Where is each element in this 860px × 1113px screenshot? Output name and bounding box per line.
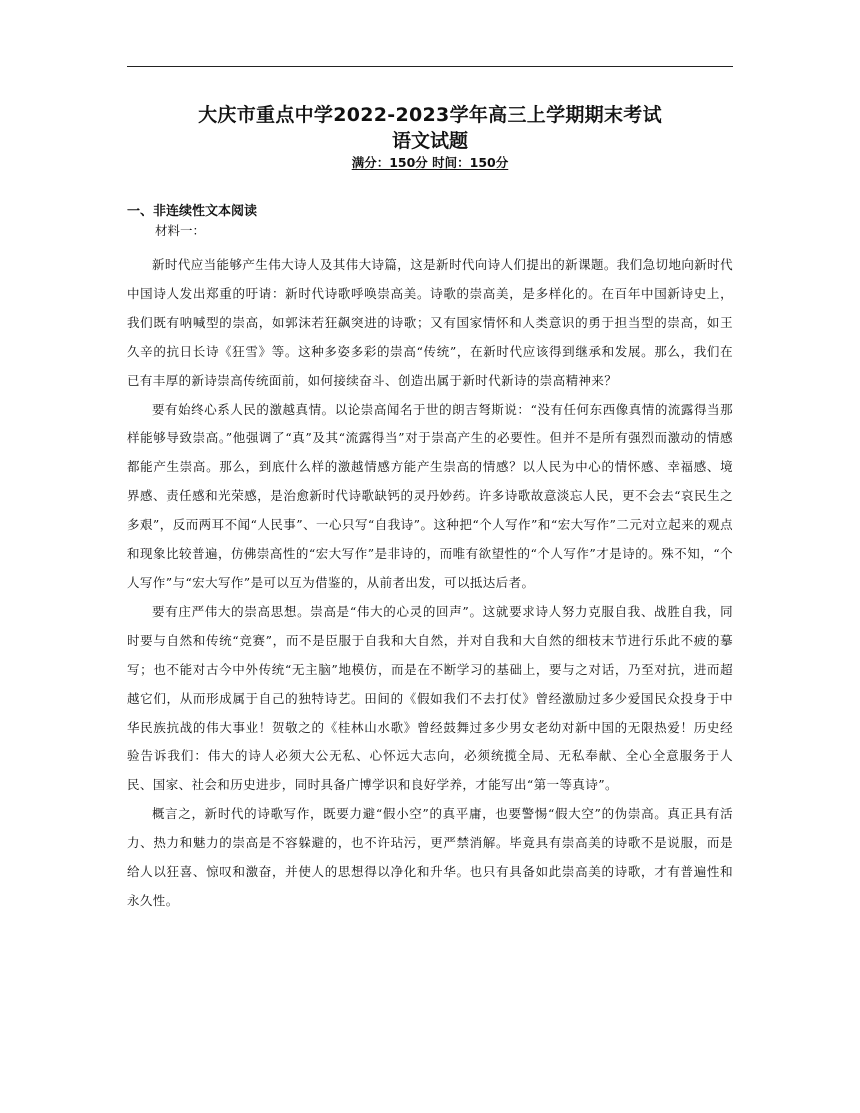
section-content	[127, 202, 733, 916]
material-label: 材料一：	[155, 223, 206, 238]
section-heading: 一、非连续性文本阅读	[127, 204, 258, 219]
header-rule	[127, 66, 733, 67]
title-block	[127, 102, 733, 172]
paragraph: 新时代应当能够产生伟大诗人及其伟大诗篇，这是新时代向诗人们提出的新课题。我们急切地向新时代中国诗人发出郑重的吁请：新时代诗歌呼唤崇高美。诗歌的崇高美，是多样化的。在百年中国新诗史上，我们既有呐喊型的崇高，如郭沫若狂飙突进的诗歌；又有国家情怀和人类意识的勇于担当型的崇高，如王久辛的抗日长诗《狂雪》等。这种多姿多彩的崇高“传统”，在新时代应该得到继承和发展。那么，我们在已有丰厚的新诗崇高传统面前，如何接续奋斗、创造出属于新时代新诗的崇高精神来？	[127, 257, 733, 388]
exam-subject: 语文试题	[391, 130, 468, 152]
paragraph: 概言之，新时代的诗歌写作，既要力避“假小空”的真平庸，也要警惕“假大空”的伪崇高。真正具有活力、热力和魅力的崇高是不容躲避的，也不许玷污，更严禁消解。毕竟具有崇高美的诗歌不是说服，而是给人以狂喜、惊叹和激奋，并使人的思想得以净化和升华。也只有具备如此崇高美的诗歌，才有普遍性和永久性。	[127, 806, 733, 908]
score-time-line: 满分：150分 时间：150分	[351, 155, 509, 170]
paragraph: 要有庄严伟大的崇高思想。崇高是“伟大的心灵的回声”。这就要求诗人努力克服自我、战胜自我，同时要与自然和传统“竞赛”，而不是臣服于自我和大自然，并对自我和大自然的细枝末节进行乐此不疲的摹写；也不能对古今中外传统“无主脑”地模仿，而是在不断学习的基础上，要与之对话，乃至对抗，进而超越它们，从而形成属于自己的独特诗艺。田间的《假如我们不去打仗》曾经激励过多少爱国民众投身于中华民族抗战的伟大事业！贺敬之的《桂林山水歌》曾经鼓舞过多少男女老幼对新中国的无限热爱！历史经验告诉我们：伟大的诗人必须大公无私、心怀远大志向，必须统揽全局、无私奉献、全心全意服务于人民、国家、社会和历史进步，同时具备广博学识和良好学养，才能写出“第一等真诗”。	[127, 603, 733, 793]
exam-title: 大庆市重点中学2022-2023学年高三上学期期末考试	[198, 104, 662, 126]
paragraph: 要有始终心系人民的激越真情。以论崇高闻名于世的朗吉弩斯说：“没有任何东西像真情的流露得当那样能够导致崇高。”他强调了“真”及其“流露得当”对于崇高产生的必要性。但并不是所有强烈而激动的情感都能产生崇高。那么，到底什么样的激越情感方能产生崇高的情感？以人民为中心的情怀感、幸福感、境界感、责任感和光荣感，是治愈新时代诗歌缺钙的灵丹妙药。许多诗歌故意淡忘人民，更不会去“哀民生之多艰”，反而两耳不闻“人民事”、一心只写“自我诗”。这种把“个人写作”和“宏大写作”二元对立起来的观点和现象比较普遍，仿佛崇高性的“宏大写作”是非诗的，而唯有欲望性的“个人写作”才是诗的。殊不知，“个人写作”与“宏大写作”是可以互为借鉴的，从前者出发，可以抵达后者。	[127, 401, 733, 590]
